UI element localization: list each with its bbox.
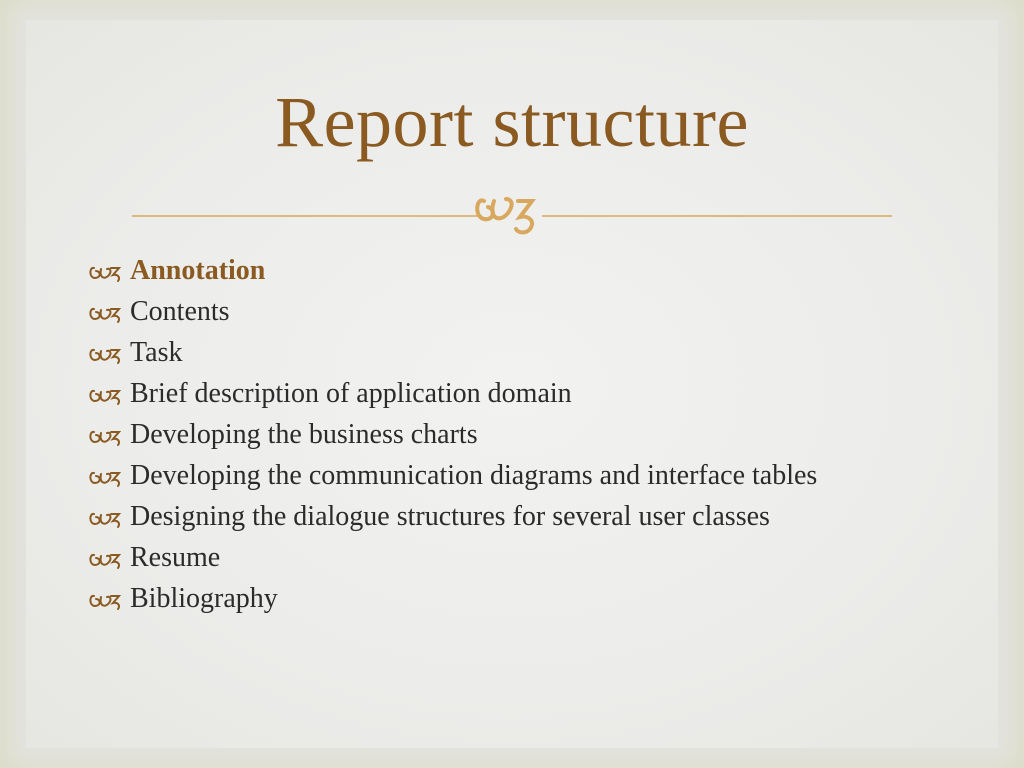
swirl-bullet-icon: [88, 550, 122, 570]
slide-title: Report structure: [275, 82, 749, 162]
bullet-text: Designing the dialogue structures for several user classes: [130, 501, 770, 532]
bullet-text: Developing the communication diagrams and interface tables: [130, 460, 818, 491]
bullet-text: Bibliography: [130, 583, 278, 614]
swirl-bullet-icon: [88, 263, 122, 283]
title-divider: [132, 187, 892, 247]
bullet-item: [86, 377, 936, 410]
bullet-item: [86, 541, 936, 574]
bullet-item: [86, 582, 936, 615]
bullet-item: [86, 459, 936, 492]
bullet-item: [86, 418, 936, 451]
swirl-bullet-icon: [88, 509, 122, 529]
bullet-item: [86, 295, 936, 328]
bullet-text: Task: [130, 337, 183, 368]
bullet-list: [86, 254, 936, 623]
bullet-text: Contents: [130, 296, 230, 327]
bullet-text: Brief description of application domain: [130, 378, 572, 409]
bullet-item: [86, 336, 936, 369]
swirl-bullet-icon: [88, 468, 122, 488]
swirl-bullet-icon: [88, 345, 122, 365]
swirl-bullet-icon: [88, 591, 122, 611]
swirl-bullet-icon: [88, 304, 122, 324]
bullet-item: [86, 500, 936, 533]
bullet-text: Developing the business charts: [130, 419, 478, 450]
swirl-bullet-icon: [88, 386, 122, 406]
bullet-text: Resume: [130, 542, 221, 573]
bullet-text: Annotation: [130, 255, 266, 286]
bullet-item: [86, 254, 936, 287]
swirl-bullet-icon: [88, 427, 122, 447]
ornament-swirl-icon: [477, 199, 532, 232]
